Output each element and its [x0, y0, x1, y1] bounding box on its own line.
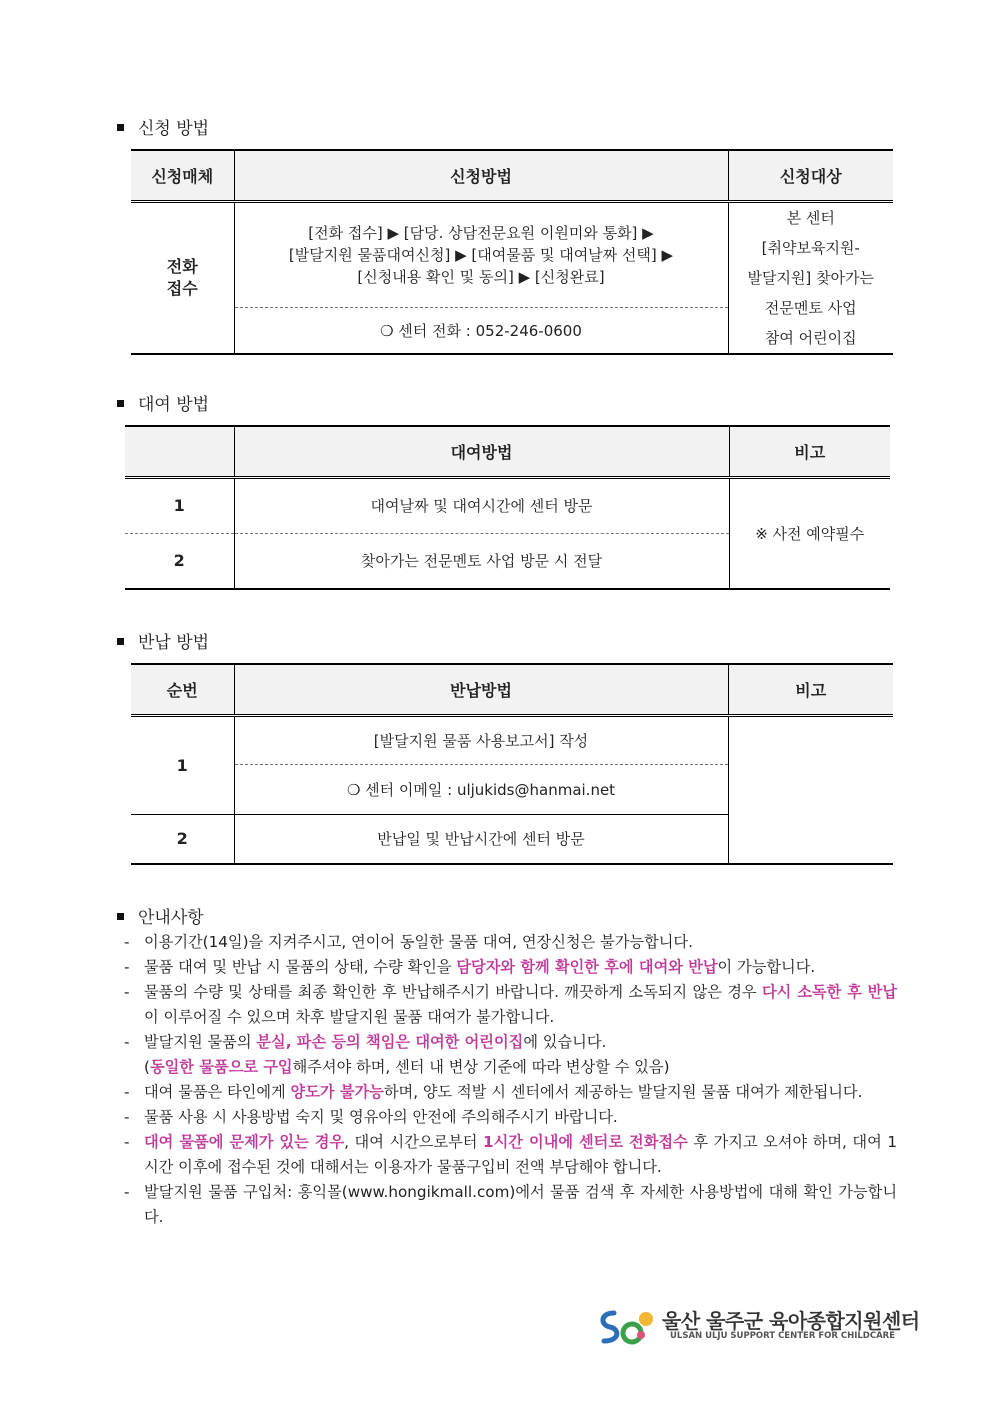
header-rental-method: 대여방법	[234, 426, 729, 477]
header-target: 신청대상	[728, 150, 893, 201]
notice-item: - 발달지원 물품 구입처: 홍익몰(www.hongikmall.com)에서 물품 검색 후 자세한 사용방법에 대해 확인 가능합니다.	[124, 1183, 897, 1226]
return-row-number: 2	[131, 814, 234, 864]
return-row-number: 1	[176, 755, 188, 775]
logo-name: 울산 울주군 육아종합지원센터	[662, 1309, 920, 1333]
rental-note: ※ 사전 예약필수	[729, 477, 890, 589]
medium-cell: 전화 접수	[131, 201, 234, 354]
method-line: [전화 접수] ▶ [담당. 상담전문요원 이원미와 통화] ▶	[308, 223, 654, 242]
rental-table	[125, 425, 890, 590]
return-table	[131, 663, 893, 865]
method-cell	[234, 201, 728, 307]
header-empty	[125, 426, 234, 477]
notice-item: - 물품 대여 및 반납 시 물품의 상태, 수량 확인을 담당자와 함께 확인한 후에 대여와 반납이 가능합니다.	[124, 958, 816, 976]
notice-item: - 이용기간(14일)을 지켜주시고, 연이어 동일한 물품 대여, 연장신청은 불가능합니다.	[124, 933, 693, 951]
rental-row-method: 대여날짜 및 대여시간에 센터 방문	[234, 477, 729, 533]
section-title-notice: 안내사항	[117, 903, 204, 928]
section-title-rental: 대여 방법	[117, 390, 209, 415]
notice-list	[124, 930, 897, 1230]
header-medium: 신청매체	[131, 150, 234, 201]
notice-item: - 물품 사용 시 사용방법 숙지 및 영유아의 안전에 주의해주시기 바랍니다.	[124, 1108, 618, 1126]
bullet-square-icon	[117, 638, 124, 645]
target-cell: 본 센터 [취약보육지원- 발달지원] 찾아가는 전문멘토 사업 참여 어린이집	[728, 201, 893, 354]
application-table	[131, 149, 893, 355]
highlight-text: 분실, 파손 등의 책임은 대여한 어린이집	[256, 1033, 524, 1051]
rental-row-number: 2	[125, 533, 234, 589]
bullet-square-icon	[117, 400, 124, 407]
return-report: [발달지원 물품 사용보고서] 작성	[234, 715, 728, 764]
notice-item: - 대여 물품은 타인에게 양도가 불가능하며, 양도 적발 시 센터에서 제공하는 발달지원 물품 대여가 제한됩니다.	[124, 1083, 863, 1101]
return-note	[728, 715, 893, 864]
method-line: [발달지원 물품대여신청] ▶ [대여물품 및 대여날짜 선택] ▶	[288, 245, 674, 264]
notice-item: - 대여 물품에 문제가 있는 경우, 대여 시간으로부터 1시간 이내에 센터로 전화접수 후 가지고 오셔야 하며, 대여 1시간 이후에 접수된 것에 대해서는 이용자가 물품구입비 전액 부담해야 합니다.	[124, 1133, 898, 1176]
section-title-return: 반납 방법	[117, 628, 209, 653]
header-method: 신청방법	[234, 150, 728, 201]
header-return-method: 반납방법	[234, 664, 728, 715]
header-order: 순번	[131, 664, 234, 715]
section-title-application: 신청 방법	[117, 114, 209, 139]
bullet-square-icon	[117, 124, 124, 131]
center-logo	[594, 1305, 920, 1349]
logo-mark-icon	[594, 1305, 656, 1349]
highlight-text: 다시 소독한 후 반납	[762, 983, 897, 1001]
logo-subtitle: ULSAN ULJU SUPPORT CENTER FOR CHILDCARE	[670, 1331, 896, 1341]
header-note: 비고	[729, 426, 890, 477]
center-email: ❍ 센터 이메일 : uljukids@hanmai.net	[234, 764, 728, 814]
highlight-text: 1시간 이내에 센터로 전화접수	[483, 1133, 688, 1151]
method-line: [신청내용 확인 및 동의] ▶ [신청완료]	[357, 267, 605, 286]
notice-item: - 물품의 수량 및 상태를 최종 확인한 후 반납해주시기 바랍니다. 깨끗하게 소독되지 않은 경우 다시 소독한 후 반납이 이루어질 수 있으며 차후 발달지원 물품 대여가 불가합니다.	[124, 983, 897, 1026]
rental-row-number: 1	[173, 496, 185, 515]
highlight-text: 동일한 물품으로 구입	[149, 1058, 293, 1076]
highlight-text: 담당자와 함께 확인한 후에 대여와 반납	[456, 958, 718, 976]
rental-row-method: 찾아가는 전문멘토 사업 방문 시 전달	[234, 533, 729, 589]
highlight-text: 양도가 불가능	[290, 1083, 384, 1101]
header-note: 비고	[728, 664, 893, 715]
highlight-text: 대여 물품에 문제가 있는 경우	[144, 1133, 345, 1151]
return-visit: 반납일 및 반납시간에 센터 방문	[234, 814, 728, 864]
center-phone: ❍ 센터 전화 : 052-246-0600	[234, 307, 728, 353]
bullet-square-icon	[117, 913, 124, 920]
notice-item: - 발달지원 물품의 분실, 파손 등의 책임은 대여한 어린이집에 있습니다. (동일한 물품으로 구입해주셔야 하며, 센터 내 변상 기준에 따라 변상할 수 있음)	[124, 1033, 670, 1076]
